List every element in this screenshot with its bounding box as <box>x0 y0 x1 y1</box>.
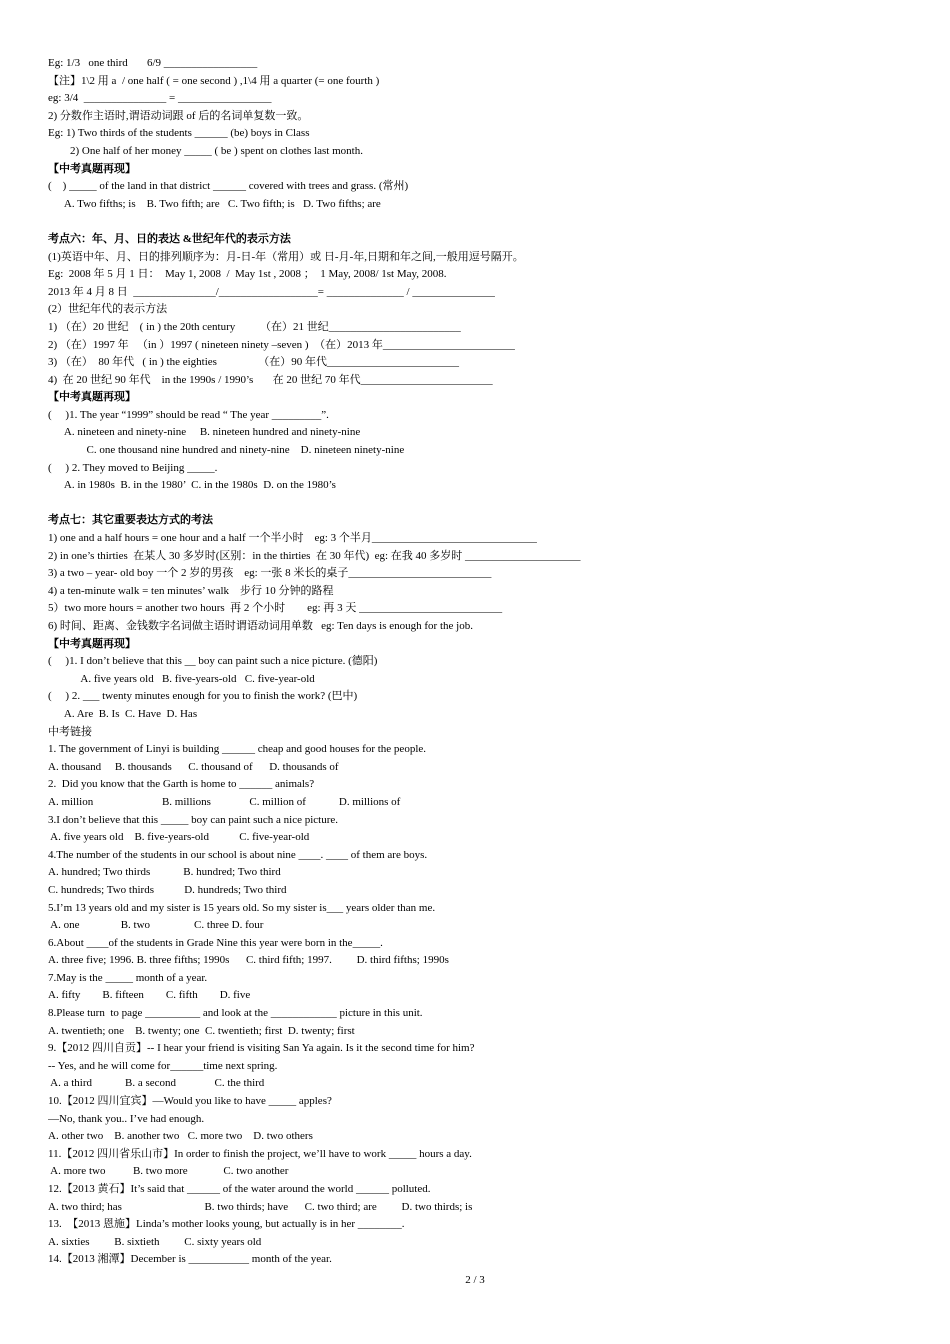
text-line: ( ) 2. ___ twenty minutes enough for you to finish the work? (巴中) <box>48 690 358 703</box>
text-line: A. sixties B. sixtieth C. sixty years old <box>48 1235 262 1248</box>
text-line: 3.I don’t believe that this _____ boy can paint such a nice picture. <box>48 813 338 826</box>
text-line: A. five years old B. five-years-old C. five-year-old <box>48 672 315 685</box>
text-line: Eg: 2008 年 5 月 1 日： May 1, 2008 / May 1st , 2008 ； 1 May, 2008/ 1st May, 2008. <box>48 268 447 281</box>
text-line: A. one B. two C. three D. four <box>48 919 264 932</box>
text-line: ( ) _____ of the land in that district ______ covered with trees and grass. (常州) <box>48 180 409 193</box>
text-line <box>48 213 918 231</box>
text-line: 4.The number of the students in our school is about nine ____. ____ of them are boys. <box>48 848 428 861</box>
text-line: A. Two fifths; is B. Two fifth; are C. Two fifth; is D. Two fifths; are <box>48 197 381 210</box>
text-line: 2) in one’s thirties 在某人 30 多岁时(区别：in the thirties 在 30 年代) eg: 在我 40 多岁时 _____________________ <box>48 549 581 562</box>
text-line: ( )1. The year “1999” should be read “ The year _________”. <box>48 408 329 421</box>
text-line <box>48 495 918 513</box>
text-line: A. Are B. Is C. Have D. Has <box>48 707 198 720</box>
text-line: 1) one and a half hours = one hour and a half 一个半小时 eg: 3 个半月______________________________ <box>48 532 537 545</box>
section-heading: 【中考真题再现】 <box>48 391 136 404</box>
text-line: C. one thousand nine hundred and ninety-nine D. nineteen ninety-nine <box>48 444 405 457</box>
text-line: 7.May is the _____ month of a year. <box>48 971 208 984</box>
text-line: 6.About ____of the students in Grade Nine this year were born in the_____. <box>48 936 383 949</box>
text-line: (1)英语中年、月、日的排列顺序为：月-日-年（常用）或 日-月-年,日期和年之间,一般用逗号隔开。 <box>48 250 524 263</box>
text-line: 8.Please turn to page __________ and look at the ____________ picture in this unit. <box>48 1007 423 1020</box>
text-line: 4) a ten-minute walk = ten minutes’ walk 步行 10 分钟的路程 <box>48 584 334 597</box>
text-line: 9.【2012 四川自贡】-- I hear your friend is visiting San Ya again. Is it the second time for him? <box>48 1042 475 1055</box>
text-line: A. in 1980s B. in the 1980’ C. in the 1980s D. on the 1980’s <box>48 479 336 492</box>
text-line: Eg: 1) Two thirds of the students ______ (be) boys in Class <box>48 127 310 140</box>
text-line: A. other two B. another two C. more two D. two others <box>48 1130 313 1143</box>
section-heading: 【中考真题再现】 <box>48 162 136 175</box>
text-line: 2. Did you know that the Garth is home to ______ animals? <box>48 778 315 791</box>
text-line: ( )1. I don’t believe that this __ boy can paint such a nice picture. (德阳) <box>48 655 378 668</box>
text-line: 2013 年 4 月 8 日 _______________/__________________= ______________ / _______________ <box>48 285 495 298</box>
section-heading: 考点七：其它重要表达方式的考法 <box>48 514 213 527</box>
text-line: A. fifty B. fifteen C. fifth D. five <box>48 989 251 1002</box>
text-line: A. a third B. a second C. the third <box>48 1077 265 1090</box>
text-line: 14.【2013 湘潭】December is ___________ month of the year. <box>48 1253 332 1266</box>
text-line: 中考链接 <box>48 725 92 738</box>
text-line: 2) 分数作主语时,谓语动词跟 of 后的名词单复数一致。 <box>48 109 309 122</box>
text-line: (2）世纪年代的表示方法 <box>48 303 168 316</box>
text-line: 4) 在 20 世纪 90 年代 in the 1990s / 1990’s 在 20 世纪 70 年代________________________ <box>48 373 493 386</box>
text-line: A. million B. millions C. million of D. millions of <box>48 795 401 808</box>
text-line: A. nineteen and ninety-nine B. nineteen hundred and ninety-nine <box>48 426 361 439</box>
text-line: eg: 3/4 _______________ = _________________ <box>48 92 272 105</box>
text-line: A. three five; 1996. B. three fifths; 1990s C. third fifth; 1997. D. third fifths; 1990s <box>48 954 449 967</box>
text-line: 3) a two – year- old boy 一个 2 岁的男孩 eg: 一张 8 米长的桌子__________________________ <box>48 567 492 580</box>
text-line: C. hundreds; Two thirds D. hundreds; Two third <box>48 883 287 896</box>
text-line: 【注】1\2 用 a / one half ( = one second ) ,1\4 用 a quarter (= one fourth ) <box>48 74 380 87</box>
text-line: 5.I’m 13 years old and my sister is 15 years old. So my sister is___ years older than me. <box>48 901 436 914</box>
section-heading: 【中考真题再现】 <box>48 637 136 650</box>
text-line: 3) （在） 80 年代 ( in ) the eighties （在）90 年代________________________ <box>48 356 459 369</box>
text-line: A. two third; has B. two thirds; have C. two third; are D. two thirds; is <box>48 1200 473 1213</box>
text-line: 10.【2012 四川宜宾】—Would you like to have _____ apples? <box>48 1095 332 1108</box>
text-line: 6) 时间、距离、金钱数字名词做主语时谓语动词用单数 eg: Ten days is enough for the job. <box>48 620 473 632</box>
page-number: 2 / 3 <box>465 1274 485 1286</box>
document-body <box>48 55 918 1269</box>
text-line: 11.【2012 四川省乐山市】In order to finish the project, we’ll have to work _____ hours a day. <box>48 1147 472 1160</box>
text-line: -- Yes, and he will come for______time next spring. <box>48 1059 278 1072</box>
text-line: 1. The government of Linyi is building ______ cheap and good houses for the people. <box>48 743 427 756</box>
section-heading: 考点六：年、月、日的表达 &世纪年代的表示方法 <box>48 232 291 245</box>
text-line: A. thousand B. thousands C. thousand of D. thousands of <box>48 760 339 773</box>
text-line: 13. 【2013 恩施】Linda’s mother looks young, but actually is in her ________. <box>48 1218 405 1231</box>
text-line: A. hundred; Two thirds B. hundred; Two third <box>48 866 281 879</box>
text-line: 2) One half of her money _____ ( be ) spent on clothes last month. <box>48 144 363 157</box>
text-line: 5）two more hours = another two hours 再 2 个小时 eg: 再 3 天 __________________________ <box>48 602 503 615</box>
text-line: 12.【2013 黄石】It’s said that ______ of the water around the world ______ polluted. <box>48 1183 431 1195</box>
text-line: Eg: 1/3 one third 6/9 _________________ <box>48 57 258 69</box>
text-line: A. more two B. two more C. two another <box>48 1165 289 1178</box>
text-line: 2) （在）1997 年 （in ）1997 ( nineteen ninety –seven ) （在）2013 年________________________ <box>48 338 515 351</box>
text-line: ( ) 2. They moved to Beijing _____. <box>48 461 218 474</box>
text-line: A. five years old B. five-years-old C. five-year-old <box>48 831 310 844</box>
text-line: A. twentieth; one B. twenty; one C. twentieth; first D. twenty; first <box>48 1024 355 1037</box>
text-line: 1) （在）20 世纪 ( in ) the 20th century （在）21 世纪________________________ <box>48 320 461 333</box>
text-line: —No, thank you.. I’ve had enough. <box>48 1112 205 1125</box>
